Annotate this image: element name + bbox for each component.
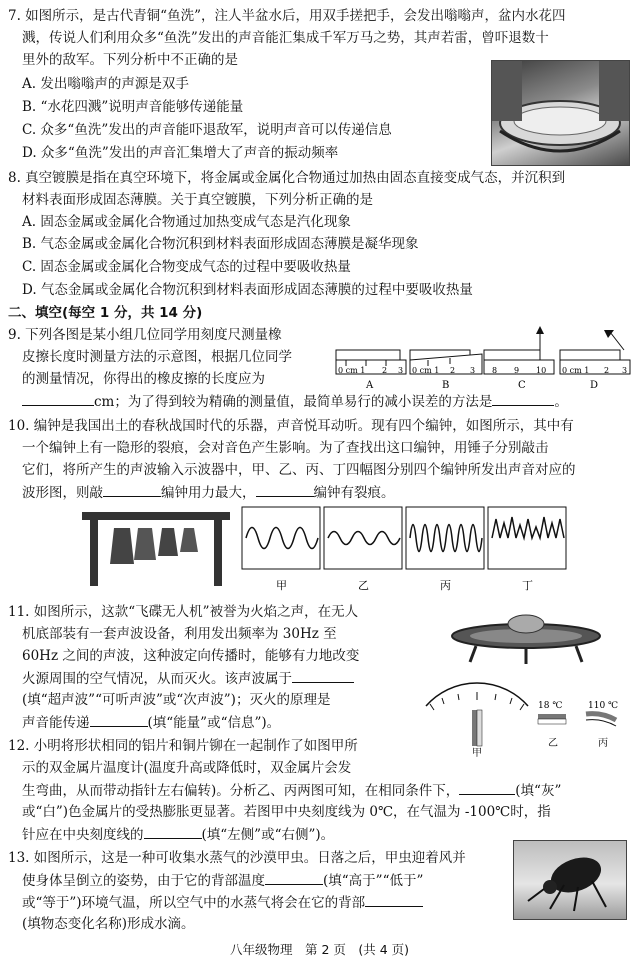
q9-line-4 [22,391,568,412]
q7-option-b: B. “水花四溅”说明声音能够传递能量 [22,99,244,115]
wave-yi [324,507,402,592]
ruler-b-label: B [442,380,450,391]
q11-line-2: 机底部装有一套声波设备，利用发出频率为 30Hz 至 [22,626,337,642]
wave-ding-label: 丁 [522,579,533,592]
wave-ding [488,507,566,592]
ruler-b-tick-0: 0 cm 1 [412,366,440,375]
q7-option-a: A. 发出嗡嗡声的声源是双手 [22,76,189,92]
ruler-c-tick-8: 8 [492,366,498,375]
q10-line-3: 它们，将所产生的声波输入示波器中，甲、乙、丙、丁四幅图分别四个编钟所发出声音对应的 [22,462,576,478]
ruler-c-tick-10: 10 [536,366,547,375]
beetle-illustration [514,841,626,919]
section-2-heading: 二、填空(每空 1 分，共 14 分) [8,305,203,321]
q8-option-d: D. 气态金属或金属化合物沉积到材料表面形成固态薄膜的过程中要吸收热量 [22,282,473,298]
ruler-c-label: C [518,380,526,391]
q13-line-3 [22,892,423,913]
q7-option-d: D. 众多“鱼洗”发出的声音汇集增大了声音的振动频率 [22,145,339,161]
q12-blank-2[interactable] [144,824,202,839]
q7-stem-line-3: 里外的敌军。下列分析中不正确的是 [22,52,238,68]
q13-line-2 [22,870,423,891]
q13-blank-1[interactable] [265,870,323,885]
q13-line-3-text: 或“等于”)环境气温，所以空气中的水蒸气将会在它的背部 [22,895,366,911]
q12-line-2: 示的双金属片温度计(温度升高或降低时，双金属片会发 [22,760,352,776]
q8-option-b: B. 气态金属或金属化合物沉积到材料表面形成固态薄膜是凝华现象 [22,236,419,252]
ruler-c-tick-9: 9 [514,366,520,375]
ruler-b-tick-3: 3 [470,366,476,375]
q11-line-6 [22,712,280,733]
q7-stem-line-2: 溅，传说人们利用众多“鱼洗”发出的声音能汇集成千军万马之势，其声若雷，曾吓退数十 [22,30,549,46]
q9-blank-2[interactable] [492,391,554,406]
q10-blank-2[interactable] [256,482,314,497]
ruler-b-tick-2: 2 [450,366,456,375]
q13-line-1: 13. 如图所示，这是一种可收集水蒸气的沙漠甲虫。日落之后，甲虫迎着风并 [8,850,466,866]
ruler-figures [332,324,632,392]
desert-beetle-photo [513,840,627,920]
wave-yi-label: 乙 [358,579,369,592]
q11-line-1: 11. 如图所示，这款“飞碟无人机”被誉为火焰之声，在无人 [8,604,359,620]
q10-line-4-b: 编钟用力最大， [161,485,256,501]
q9-line-4-end: 。 [554,394,568,410]
q12-line-3-text: 生弯曲，从而带动指针左右偏转)。分析乙、丙两图可知，在相同条件下， [22,783,460,799]
q11-line-6-b: (填“能量”或“信息”)。 [147,715,281,731]
q8-stem-line-2: 材料表面形成固态薄膜。关于真空镀膜，下列分析正确的是 [22,192,373,208]
eye-arrow-icon-d [604,330,614,338]
ruler-d-tick-2: 2 [604,366,610,375]
q7-option-c: C. 众多“鱼洗”发出的声音能吓退敌军，说明声音可以传递信息 [22,122,392,138]
q8-stem-line-1: 8. 真空镀膜是指在真空环境下，将金属或金属化合物通过加热由固态直接变成气态，并沉积到 [8,170,566,186]
bianzhong-bells-figure [80,508,232,588]
q10-line-4 [22,482,395,503]
q9-line-3: 的测量情况，你得出的橡皮擦的长度应为 [22,371,265,387]
q9-line-4-text: cm；为了得到较为精确的测量值，最简单易行的减小误差的方法是 [94,394,493,410]
q11-line-4 [22,668,354,689]
q10-line-1: 10. 编钟是我国出土的春秋战国时代的乐器，声音悦耳动听。现有四个编钟，如图所示，其中有 [8,418,574,434]
q12-line-5 [22,824,334,845]
oscilloscope-waveforms [240,505,570,595]
q13-line-2-end: (填“高于”“低于” [323,873,424,889]
ruler-a-tick-3: 3 [398,366,404,375]
q10-line-4-c: 编钟有裂痕。 [313,485,395,501]
q12-blank-1[interactable] [459,780,515,795]
temp-18-label: 18 ℃ [538,701,563,711]
q9-line-2: 皮擦长度时测量方法的示意图，根据几位同学 [22,349,292,365]
q11-line-6-a: 声音能传递 [22,715,90,731]
q10-blank-1[interactable] [103,482,161,497]
q10-line-4-a: 波形图，则敲 [22,485,103,501]
q11-blank-1[interactable] [292,668,354,683]
ruler-fig-a [336,350,406,391]
q12-line-5-a: 针应在中央刻度线的 [22,827,144,843]
q11-line-4-text: 火源周围的空气情况，从而灭火。该声波属于 [22,671,292,687]
q12-line-4: 或“白”)色金属片的受热膨胀更显著。若图甲中央刻度线为 0℃，在气温为 -100℃时，指 [22,804,551,820]
ruler-a-label: A [366,380,374,391]
q9-blank-1[interactable] [22,391,94,406]
thermo-bing-label: 丙 [598,738,608,749]
thermo-jia-label: 甲 [472,748,482,758]
q12-line-1: 12. 小明将形状相同的铝片和铜片铆在一起制作了如图甲所 [8,738,358,754]
q13-blank-2[interactable] [365,892,423,907]
basin-illustration [492,61,629,165]
q13-line-4: (填物态变化名称)形成水滴。 [22,916,195,932]
q9-line-1: 9. 下列各图是某小组几位同学用刻度尺测量橡 [8,327,282,343]
ruler-a-tick-0: 0 cm 1 [338,366,366,375]
ufo-drone-figure [446,602,606,672]
q12-line-3-end: (填“灰” [515,783,562,799]
ruler-d-tick-0: 0 cm 1 [562,366,590,375]
eye-arrow-icon [536,326,544,334]
q8-option-a: A. 固态金属或金属化合物通过加热变成气态是汽化现象 [22,214,351,230]
q11-line-5: (填“超声波”“可听声波”或“次声波”)；灭火的原理是 [22,692,331,708]
ruler-d-label: D [590,380,599,391]
q11-blank-2[interactable] [90,712,148,727]
q13-line-2-text: 使身体呈倒立的姿势，由于它的背部温度 [22,873,265,889]
q8-option-c: C. 固态金属或金属化合物变成气态的过程中要吸收热量 [22,259,351,275]
yuxi-basin-photo [491,60,630,166]
ruler-d-tick-3: 3 [622,366,628,375]
bimetal-thermometer-figure [418,680,628,758]
ruler-fig-c [484,326,554,391]
wave-jia-label: 甲 [276,579,287,592]
ruler-fig-b [410,350,482,391]
thermo-yi-label: 乙 [548,738,558,749]
wave-jia [242,507,320,592]
wave-bing [406,507,484,592]
temp-110-label: 110 ℃ [588,701,619,711]
q12-line-3 [22,780,561,801]
q11-line-3: 60Hz 之间的声波，这种波定向传播时，能够有力地改变 [22,648,360,664]
q10-line-2: 一个编钟上有一隐形的裂痕，会对音色产生影响。为了查找出这口编钟，用锤子分别敲击 [22,440,549,456]
wave-bing-label: 丙 [440,579,451,592]
q7-stem-line-1: 7. 如图所示，是古代青铜“鱼洗”，注人半盆水后，用双手搓把手，会发出嗡嗡声，盆内水花四 [8,8,566,24]
ruler-fig-d [560,330,630,391]
page-footer: 八年级物理 第 2 页 (共 4 页) [229,942,410,957]
ruler-a-tick-2: 2 [382,366,388,375]
q12-line-5-b: (填“左侧”或“右侧”)。 [201,827,335,843]
